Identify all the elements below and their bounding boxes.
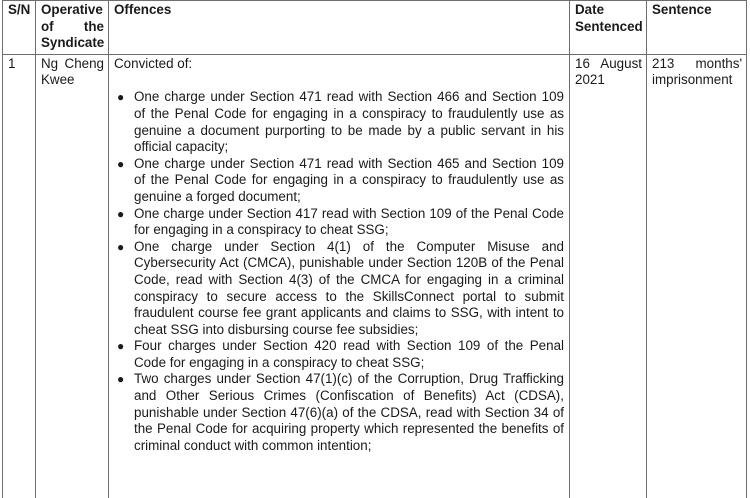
offence-list xyxy=(114,89,565,454)
header-sentence-label: Sentence xyxy=(652,2,712,17)
date-line2: 2021 xyxy=(575,72,605,88)
header-offences-label: Offences xyxy=(114,2,172,17)
bullet-icon: ● xyxy=(117,206,125,221)
cell-sn xyxy=(3,54,36,498)
offence-item xyxy=(114,338,565,371)
header-offences xyxy=(109,1,570,55)
cell-operative xyxy=(36,54,109,498)
header-date-label: Date Sentenced xyxy=(575,2,643,34)
sentence-line1: 213 months' xyxy=(652,55,742,71)
operative-name-line1: Ng Cheng xyxy=(41,55,104,71)
cell-offences xyxy=(109,54,570,498)
header-sentence xyxy=(647,1,747,55)
header-operative-line1: Operative of the xyxy=(41,2,104,34)
offence-text: Four charges under Section 420 read with Section 109 of the Penal Code for engaging in a conspiracy to cheat SSG; xyxy=(134,338,564,370)
offence-text: Two charges under Section 47(1)(c) of the Corruption, Drug Trafficking and Other Serious Crimes (Confiscation of Benefits) Act (CDSA), punishable under Section 47(6)(a) of the CDSA, read with Section 34 of the Penal Code for acquiring property which represented the benefits of criminal conduct with common intention; xyxy=(134,371,564,453)
offences-intro: Convicted of: xyxy=(114,55,193,71)
table-row xyxy=(3,54,747,498)
header-operative-line2: Syndicate xyxy=(41,35,105,51)
bullet-icon: ● xyxy=(117,339,125,354)
offence-item xyxy=(114,156,565,206)
offence-item xyxy=(114,89,565,155)
sentences-table xyxy=(2,0,747,498)
bullet-icon: ● xyxy=(117,372,125,387)
cell-sentence xyxy=(647,54,747,498)
offence-text: One charge under Section 417 read with Section 109 of the Penal Code for engaging in a conspiracy to cheat SSG; xyxy=(134,205,564,238)
date-line1: 16 August xyxy=(575,55,642,71)
offence-item xyxy=(114,239,565,339)
operative-name-line2: Kwee xyxy=(41,72,75,88)
header-sn-label: S/N xyxy=(8,2,31,17)
bullet-icon: ● xyxy=(117,239,125,254)
header-sn xyxy=(3,1,36,55)
offence-text: One charge under Section 4(1) of the Computer Misuse and Cybersecurity Act (CMCA), punishable under Section 120B of the Penal Code, read with Section 4(3) of the CMCA for engaging in a criminal conspiracy to secure access to the SkillsConnect portal to submit fraudulent course fee grant applicants and claims to SSG, with intent to cheat SSG into disbursing course fee subsidies; xyxy=(134,238,564,337)
header-operative xyxy=(36,1,109,55)
cell-date-sentenced xyxy=(570,54,647,498)
offence-text: One charge under Section 471 read with Section 466 and Section 109 of the Penal Code for engaging in a conspiracy to fraudulently use as genuine a document purporting to be made by a public servant in his official capacity; xyxy=(134,89,564,155)
offence-item xyxy=(114,206,565,239)
sentence-line2: imprisonment xyxy=(652,72,733,88)
bullet-icon: ● xyxy=(117,156,125,171)
offence-text: One charge under Section 471 read with Section 465 and Section 109 of the Penal Code for engaging in a conspiracy to fraudulently use as genuine a forged document; xyxy=(134,155,564,204)
sn-value: 1 xyxy=(8,55,16,71)
header-date-sentenced xyxy=(570,1,647,55)
header-row xyxy=(3,1,747,55)
bullet-icon: ● xyxy=(117,90,125,105)
